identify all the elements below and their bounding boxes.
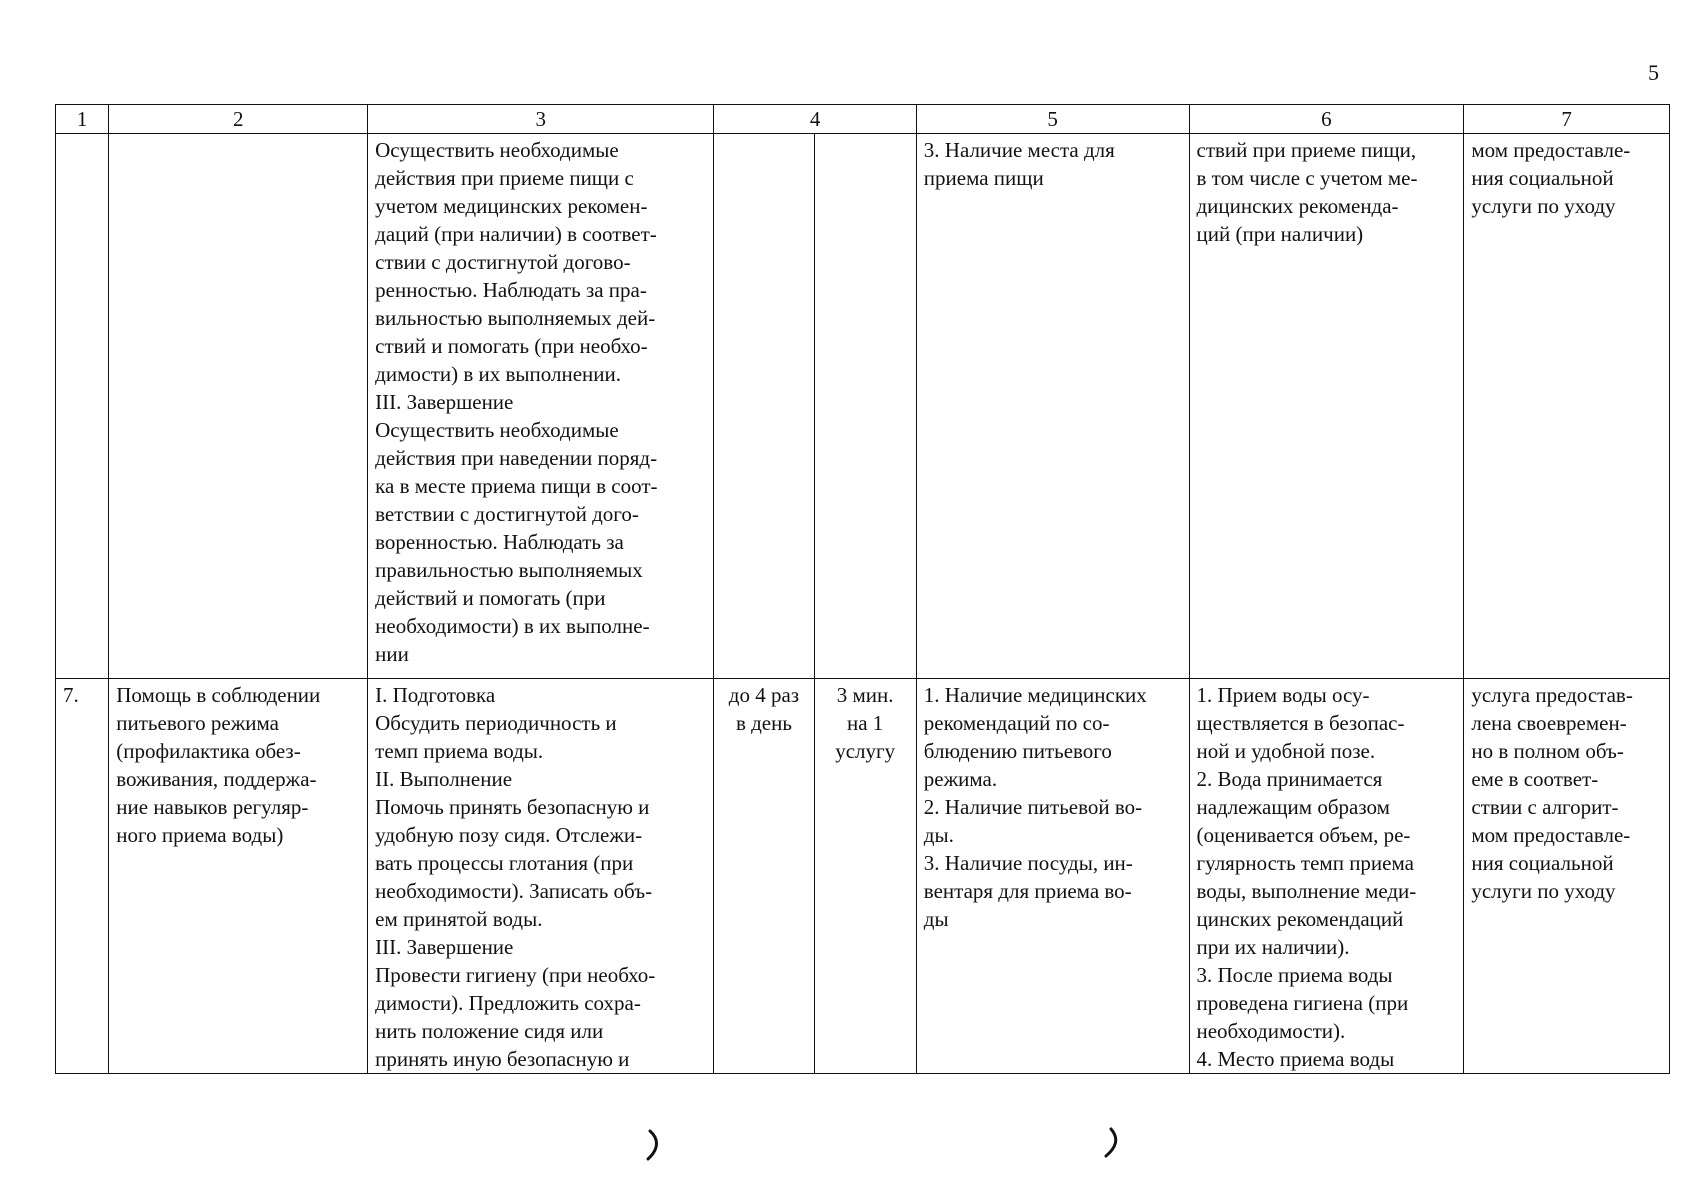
header-cell-5: 5 [916, 105, 1189, 134]
header-cell-4: 4 [714, 105, 916, 134]
header-row [56, 105, 1670, 134]
actions-cell: I. Подготовка Обсудить периодичность и темп приема воды. II. Выполнение Помочь принять безопасную и удобную позу сидя. Отслежи- вать процессы глотания (при необходимости). Записать объ- ем принятой воды. III. Завершение Провести гигиену (при необхо- димости). Предложить сохра- нить положение сидя или принять иную безопасную и [368, 679, 714, 1074]
header-cell-1: 1 [56, 105, 109, 134]
header-cell-3: 3 [368, 105, 714, 134]
page-number: 5 [1648, 60, 1659, 85]
service-name-cell: Помощь в соблюдении питьевого режима (профилактика обез- воживания, поддержа- ние навыков регуляр- ного приема воды) [109, 679, 368, 1074]
service-name-cell [109, 134, 368, 679]
binding-mark-left [644, 1128, 664, 1162]
evaluation-cell: мом предоставле- ния социальной услуги по уходу [1464, 134, 1670, 679]
header-cell-6: 6 [1189, 105, 1464, 134]
header-cell-2: 2 [109, 105, 368, 134]
evaluation-cell: услуга предостав- лена своевремен- но в полном объ- еме в соответ- ствии с алгорит- мом предоставле- ния социальной услуги по уходу [1464, 679, 1670, 1074]
conditions-cell: 1. Наличие медицинских рекомендаций по со- блюдению питьевого режима. 2. Наличие питьевой во- ды. 3. Наличие посуды, ин- вентаря для приема во- ды [916, 679, 1189, 1074]
service-table [55, 104, 1670, 1074]
row-number-cell [56, 134, 109, 679]
duration-cell: 3 мин. на 1 услугу [814, 679, 916, 1074]
header-cell-7: 7 [1464, 105, 1670, 134]
conditions-cell: 3. Наличие места для приема пищи [916, 134, 1189, 679]
quality-cell: 1. Прием воды осу- ществляется в безопас- ной и удобной позе. 2. Вода принимается надлежащим образом (оценивается объем, ре- гулярность темп приема воды, выполнение меди- цинских рекомендаций при их наличии). 3. После приема воды проведена гигиена (при необходимости). 4. Место приема воды [1189, 679, 1464, 1074]
quality-cell: ствий при приеме пищи, в том числе с учетом ме- дицинских рекоменда- ций (при наличии) [1189, 134, 1464, 679]
frequency-cell [714, 134, 814, 679]
table-row [56, 679, 1670, 1074]
binding-mark-right [1103, 1126, 1123, 1160]
table-row [56, 134, 1670, 679]
row-number-cell: 7. [56, 679, 109, 1074]
actions-cell: Осуществить необходимые действия при приеме пищи с учетом медицинских рекомен- даций (при наличии) в соответ- ствии с достигнутой догово- ренностью. Наблюдать за пра- вильностью выполняемых дей- ствий и помогать (при необхо- димости) в их выполнении. III. Завершение Осуществить необходимые действия при наведении поряд- ка в месте приема пищи в соот- ветствии с достигнутой дого- воренностью. Наблюдать за правильностью выполняемых действий и помогать (при необходимости) в их выполне- нии [368, 134, 714, 679]
frequency-cell: до 4 раз в день [714, 679, 814, 1074]
duration-cell [814, 134, 916, 679]
